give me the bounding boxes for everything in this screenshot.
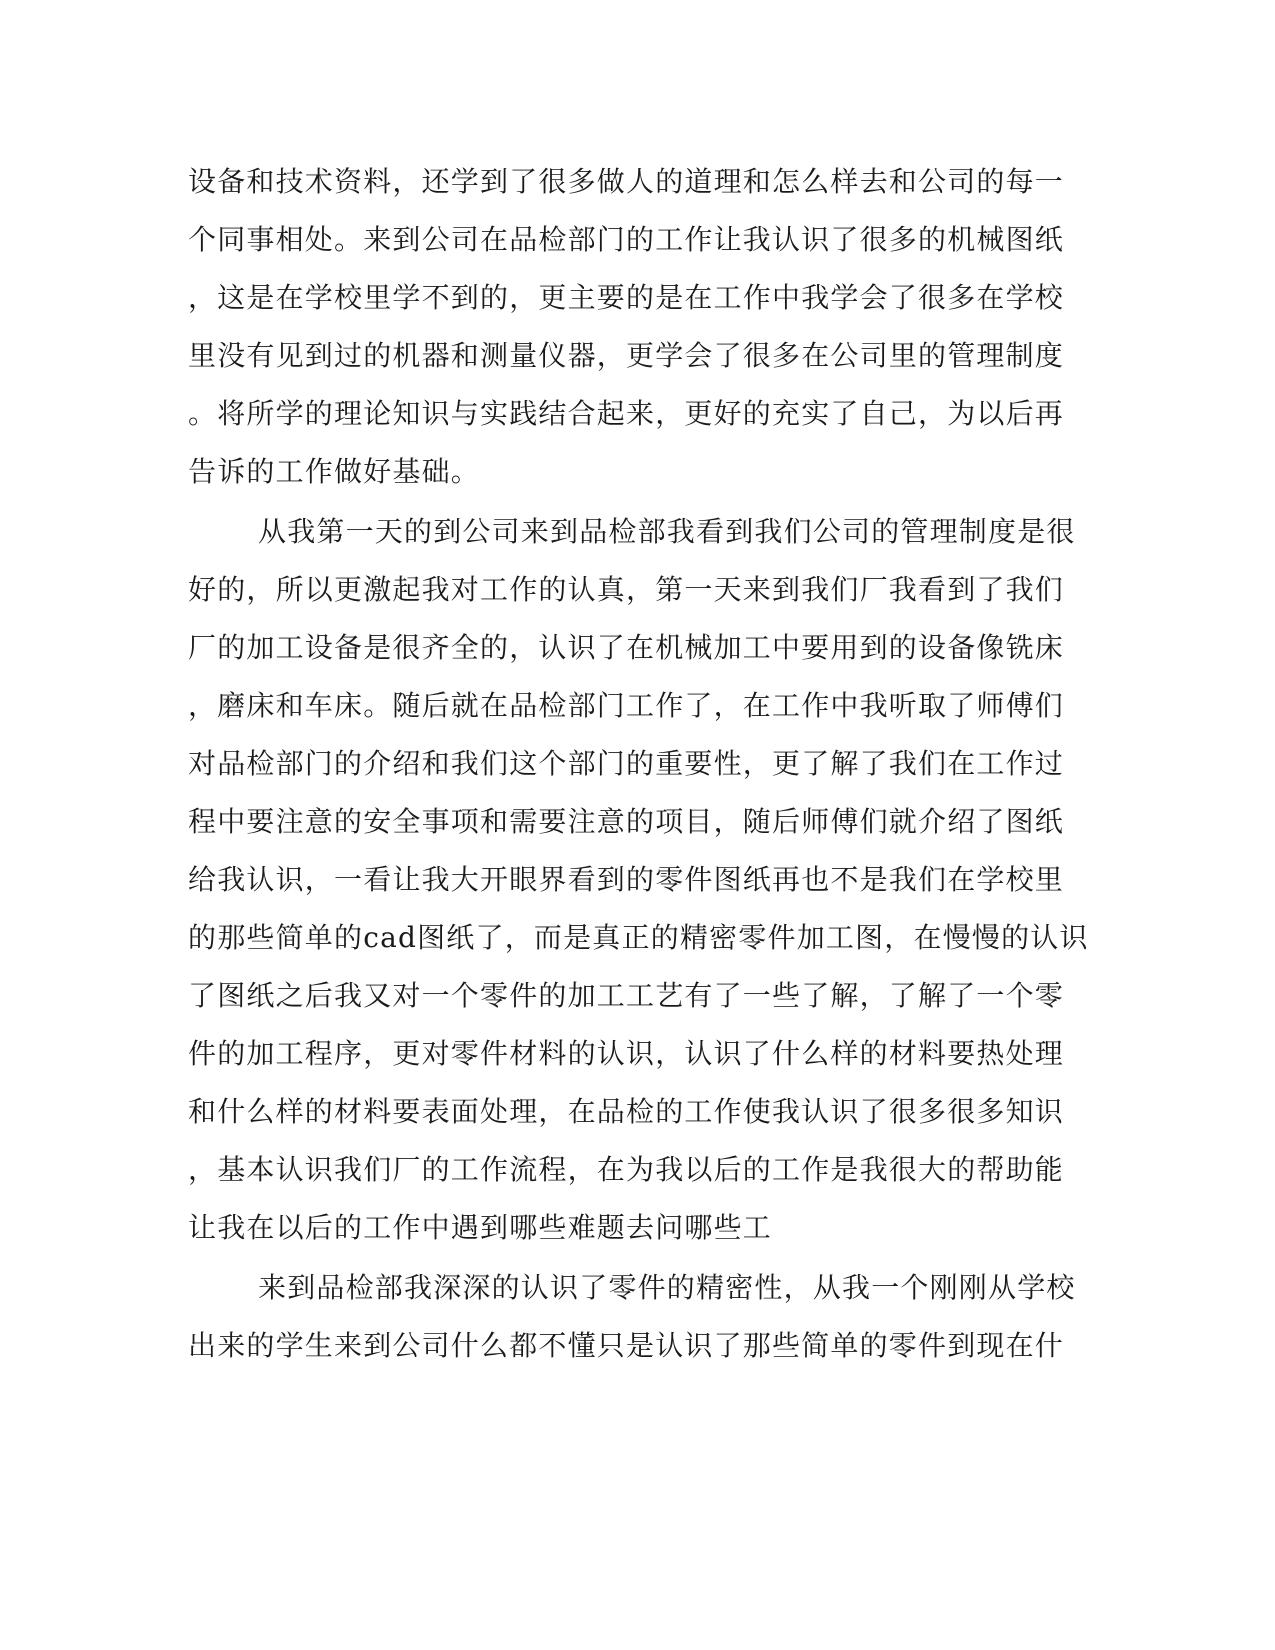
text-line: 个同事相处。来到公司在品检部门的工作让我认识了很多的机械图纸: [188, 223, 1065, 256]
text-line: 里没有见到过的机器和测量仪器，更学会了很多在公司里的管理制度: [188, 339, 1065, 372]
text-line: 的那些简单的cad图纸了，而是真正的精密零件加工图，在慢慢的认识: [188, 921, 1089, 954]
paragraph-first-line: 来到品检部我深深的认识了零件的精密性，从我一个刚刚从学校: [258, 1271, 1076, 1304]
text-line: ，磨床和车床。随后就在品检部门工作了，在工作中我听取了师傅们: [188, 689, 1065, 722]
text-line: 件的加工程序，更对零件材料的认识，认识了什么样的材料要热处理: [188, 1037, 1065, 1070]
text-line: 程中要注意的安全事项和需要注意的项目，随后师傅们就介绍了图纸: [188, 805, 1065, 838]
paragraph-first-line: 从我第一天的到公司来到品检部我看到我们公司的管理制度是很: [258, 515, 1076, 548]
text-line: 设备和技术资料，还学到了很多做人的道理和怎么样去和公司的每一: [188, 165, 1065, 198]
text-line: 好的，所以更激起我对工作的认真，第一天来到我们厂我看到了我们: [188, 573, 1065, 606]
text-line: 出来的学生来到公司什么都不懂只是认识了那些简单的零件到现在什: [188, 1329, 1065, 1362]
text-line: 了图纸之后我又对一个零件的加工工艺有了一些了解，了解了一个零: [188, 979, 1065, 1012]
text-line: 告诉的工作做好基础。: [188, 455, 481, 488]
text-line: 给我认识，一看让我大开眼界看到的零件图纸再也不是我们在学校里: [188, 863, 1065, 896]
text-line: ，这是在学校里学不到的，更主要的是在工作中我学会了很多在学校: [188, 281, 1065, 314]
text-line: 让我在以后的工作中遇到哪些难题去问哪些工: [188, 1211, 773, 1244]
text-line: 和什么样的材料要表面处理，在品检的工作使我认识了很多很多知识: [188, 1095, 1065, 1128]
text-line: ，基本认识我们厂的工作流程，在为我以后的工作是我很大的帮助能: [188, 1153, 1065, 1186]
text-line: 对品检部门的介绍和我们这个部门的重要性，更了解了我们在工作过: [188, 747, 1065, 780]
text-line: 。将所学的理论知识与实践结合起来，更好的充实了自己，为以后再: [188, 397, 1065, 430]
text-line: 厂的加工设备是很齐全的，认识了在机械加工中要用到的设备像铣床: [188, 631, 1065, 664]
